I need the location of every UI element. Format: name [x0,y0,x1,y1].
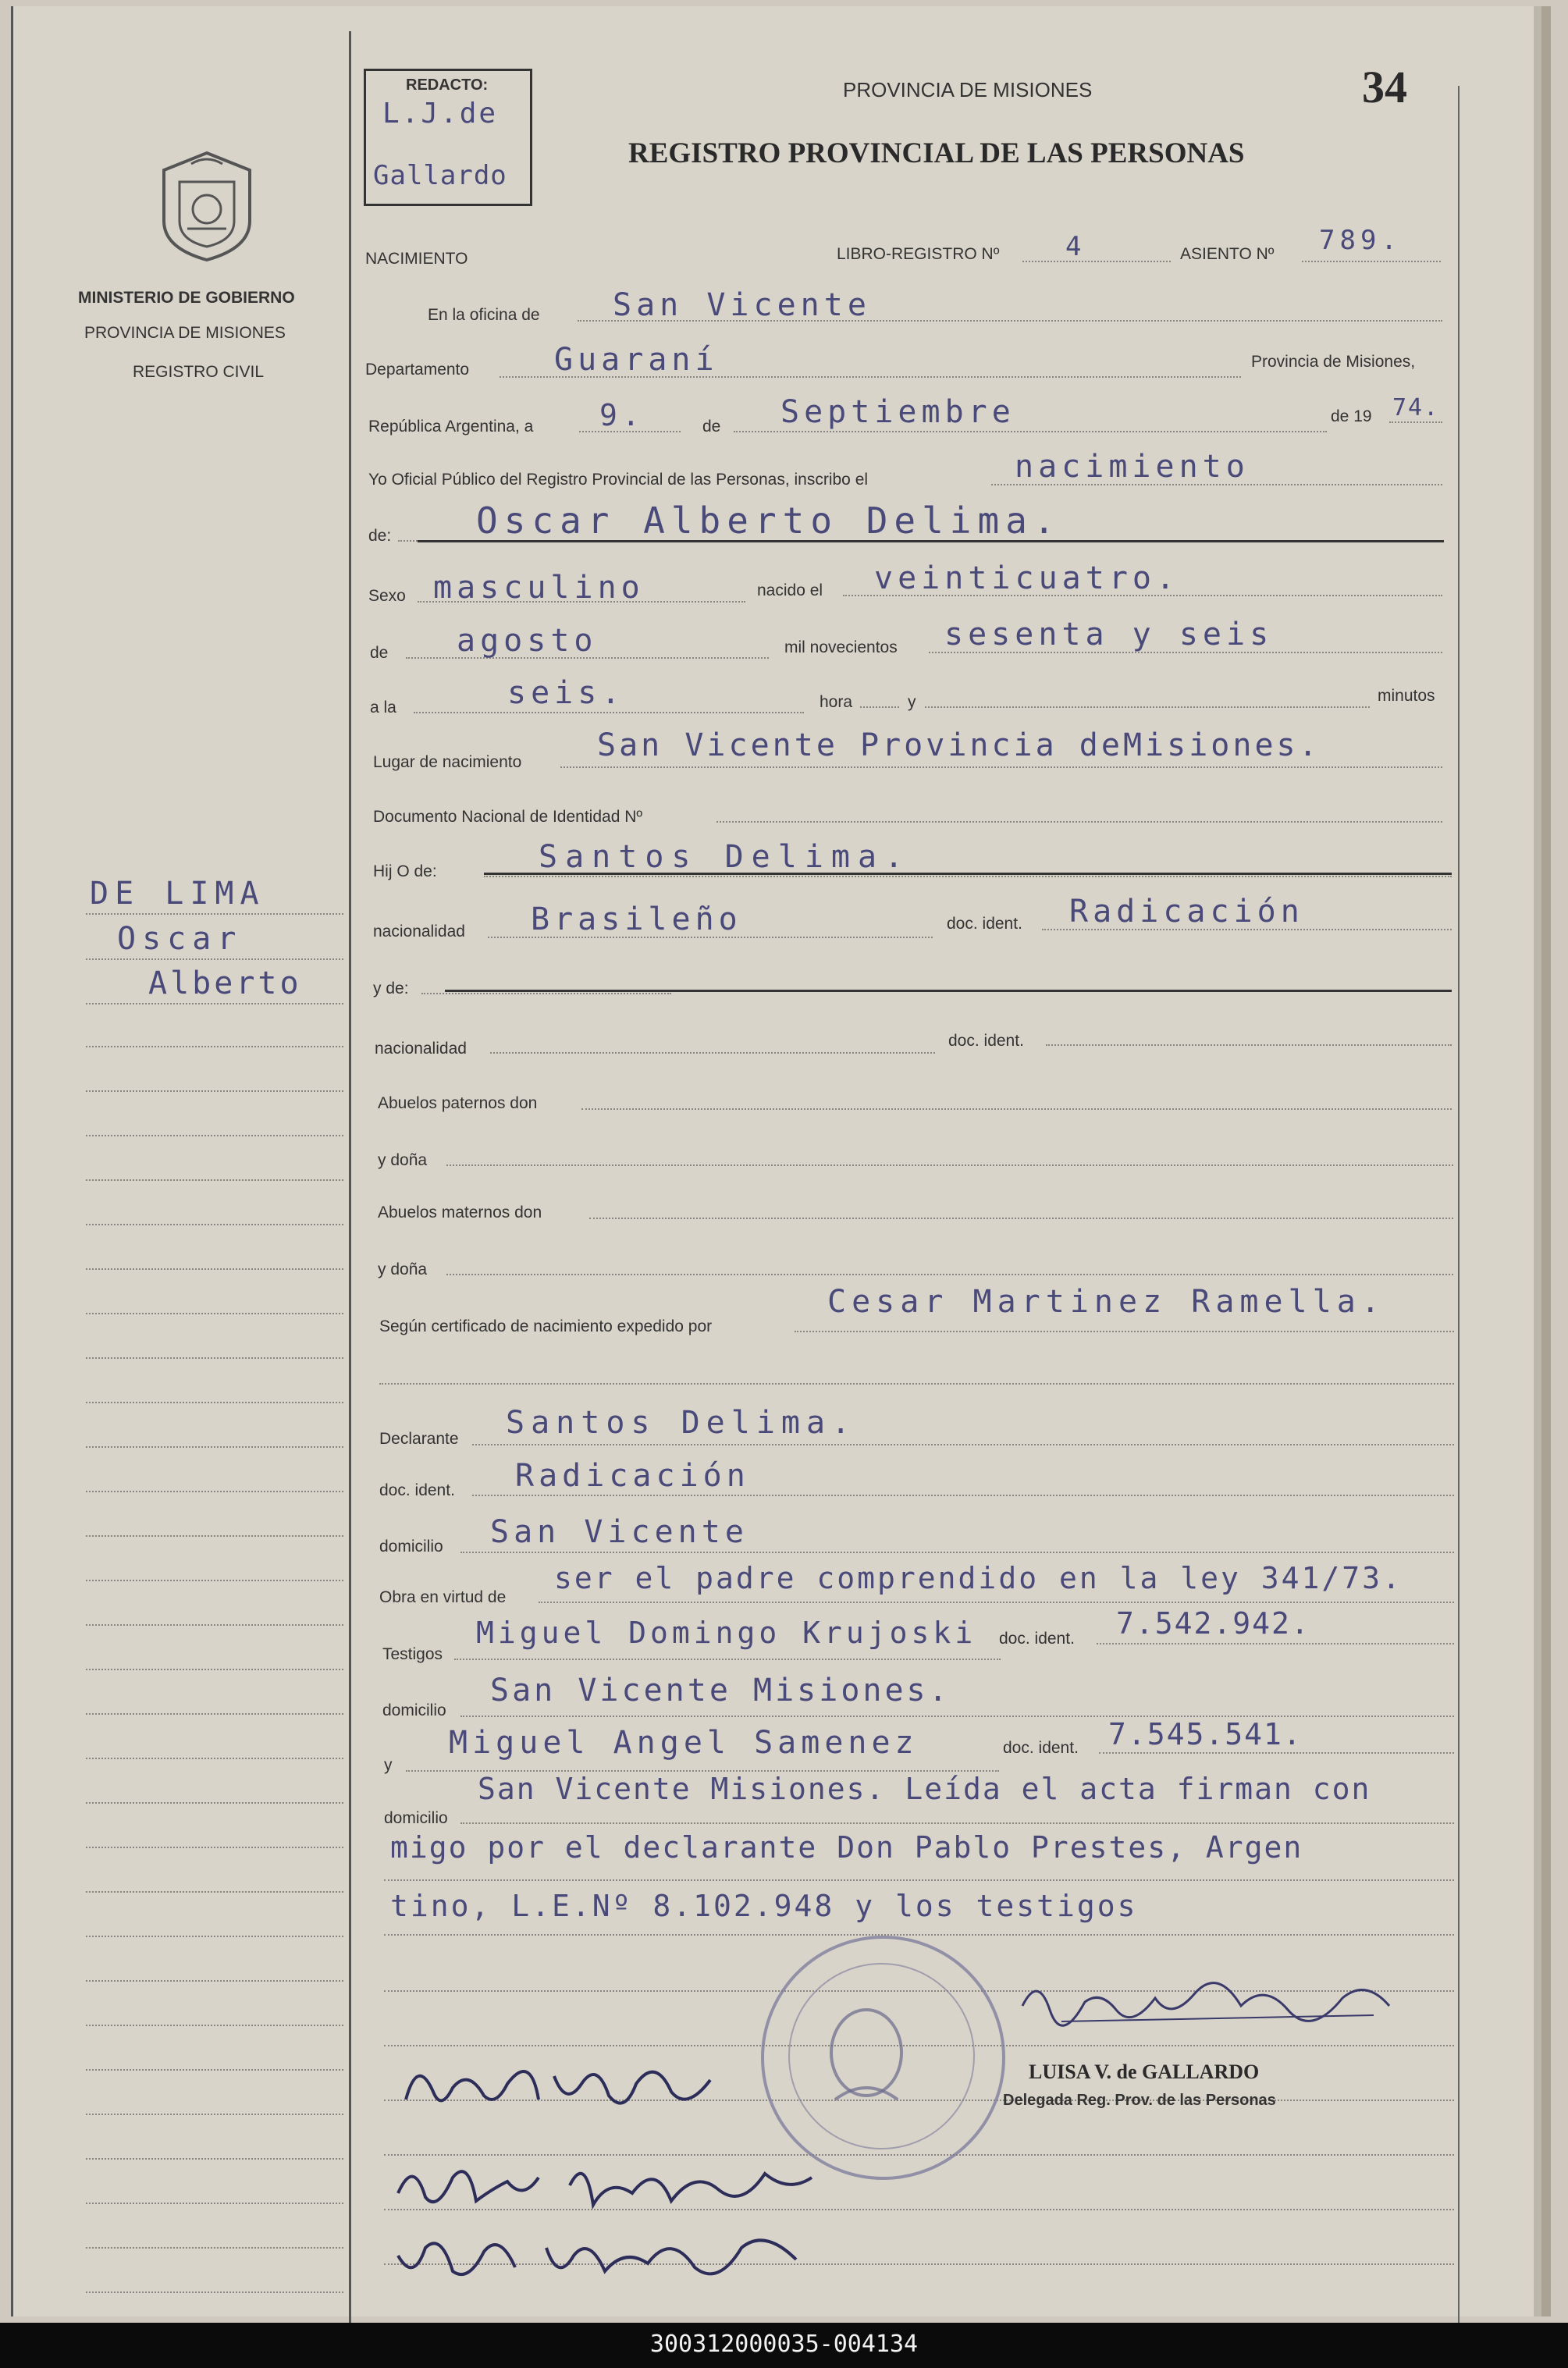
redacto-surname: Gallardo [373,160,507,191]
de2-label: de: [368,527,392,545]
margin-ruled-line [86,1669,343,1670]
margin-ruled-line [86,1179,343,1181]
margin-rule [349,31,351,2341]
nac2-label: nacionalidad [375,1040,467,1058]
docident5-label: doc. ident. [1003,1739,1079,1757]
lugar-value: San Vicente Provincia deMisiones. [597,727,1321,763]
margin-ruled-line [86,1891,343,1893]
name-underline [418,540,1444,542]
nacimiento-label: NACIMIENTO [365,250,468,268]
continuation-line-1: migo por el declarante Don Pablo Prestes, Argen [390,1830,1303,1865]
abuelos-p-label: Abuelos paternos don [378,1094,538,1112]
anio-label: de 19 [1331,407,1372,425]
docident2-label: doc. ident. [948,1032,1024,1050]
domicilio3-label: domicilio [384,1809,448,1827]
margin-ruled-line [86,1313,343,1314]
margin-ruled-line [86,2025,343,2026]
header-registry: REGISTRO PROVINCIAL DE LAS PERSONAS [628,137,1245,169]
certificado-value: Cesar Martinez Ramella. [827,1284,1385,1320]
departamento-label: Departamento [365,361,470,379]
margin-ruled-line [86,1446,343,1448]
declarante-label: Declarante [379,1430,459,1448]
nac1-value: Brasileño [531,901,742,937]
de-label: de [702,418,721,436]
domicilio3-value: San Vicente Misiones. Leída el acta firman con [478,1772,1371,1806]
hijo-label: Hij O de: [373,862,437,880]
document-id: 300312000035-004134 [649,2331,919,2358]
margin-ruled-line [86,1090,343,1092]
margin-ruled-line [86,1758,343,1759]
nombre-value: Oscar Alberto Delima. [476,500,1061,542]
page-number: 34 [1362,62,1407,112]
margin-ruled-line [86,2292,343,2293]
province-label: PROVINCIA DE MISIONES [84,324,286,342]
margin-surname: DE LIMA [90,876,265,912]
margin-ruled-line [86,1802,343,1804]
docident1-value: Radicación [1069,894,1304,930]
witness1-signature [390,2146,827,2224]
testigo2-value: Miguel Angel Samenez [449,1725,919,1761]
margin-ruled-line [86,2069,343,2071]
sexo-value: masculino [433,570,645,606]
nac1-label: nacionalidad [373,923,465,940]
ala-label: a la [370,699,396,716]
yde-label: y de: [373,980,409,997]
lugar-label: Lugar de nacimiento [373,753,522,771]
continuation-line-2: tino, L.E.Nº 8.102.948 y los testigos [390,1889,1138,1923]
header-province: PROVINCIA DE MISIONES [843,78,1093,101]
republica-label: República Argentina, a [368,418,534,436]
stamp-portrait-icon [812,1998,921,2123]
departamento-value: Guaraní [554,342,719,378]
margin-ruled-line [86,1046,343,1047]
oficina-value: San Vicente [613,287,871,323]
sexo-label: Sexo [368,587,406,605]
oficial-value: nacimiento [1015,449,1250,485]
official-signature [1015,1967,1405,2037]
margin-ruled-line [86,1713,343,1715]
minutos-label: minutos [1378,687,1435,705]
de3-label: de [370,644,389,662]
redacto-label: REDACTO: [406,76,489,94]
ministry-label: MINISTERIO DE GOBIERNO [78,289,295,307]
margin-ruled-line [86,2158,343,2160]
margin-ruled-line [86,1580,343,1581]
oficina-label: En la oficina de [428,306,540,324]
testigo2-doc: 7.545.541. [1108,1717,1303,1751]
margin-ruled-line [86,1624,343,1626]
margin-ruled-line [86,1357,343,1359]
margin-ruled-line [86,1491,343,1492]
ydona1-label: y doña [378,1151,428,1169]
margin-ruled-line [86,1224,343,1225]
margin-ruled-line [86,1268,343,1270]
margin-second-name: Alberto [148,965,302,1001]
official-name: LUISA V. de GALLARDO [1029,2060,1260,2083]
margin-first-name: Oscar [117,921,243,957]
asiento-value: 789. [1319,225,1402,256]
mes-value: Septiembre [780,394,1015,430]
margin-ruled-line [86,1980,343,1982]
domicilio1-value: San Vicente [490,1514,748,1550]
dia-value: 9. [599,398,645,432]
y2-label: y [384,1756,393,1774]
nacido-value: veinticuatro. [874,560,1180,596]
redacto-initials: L.J.de [382,98,499,130]
declarante-value: Santos Delima. [506,1405,857,1441]
certificado-label: Según certificado de nacimiento expedido por [379,1317,713,1335]
abuelos-m-label: Abuelos maternos don [378,1204,542,1221]
hora-label: hora [820,693,853,711]
margin-ruled-line [86,2203,343,2204]
margin-ruled-line [86,1847,343,1848]
margin-ruled-line [86,1535,343,1537]
anio-value: 74. [1392,394,1440,421]
obra-value: ser el padre comprendido en la ley 341/73. [554,1561,1403,1595]
padre-underline [484,873,1452,875]
docident4-label: doc. ident. [999,1630,1075,1648]
oficial-label: Yo Oficial Público del Registro Provincial de las Personas, inscribo el [368,471,869,489]
mil-label: mil novecientos [784,638,898,656]
registry-label: REGISTRO CIVIL [133,363,265,381]
margin-ruled-line [86,1135,343,1136]
margin-ruled-line [86,1402,343,1403]
libro-value: 4 [1065,231,1086,262]
testigo1-doc: 7.542.942. [1116,1606,1310,1641]
docident-label: doc. ident. [947,915,1022,933]
witness2-signature [390,2217,827,2295]
anio2-value: sesenta y seis [944,617,1274,652]
testigo1-value: Miguel Domingo Krujoski [476,1616,977,1650]
domicilio2-label: domicilio [382,1701,446,1719]
coat-of-arms-icon [148,147,265,264]
docident3-label: doc. ident. [379,1481,455,1499]
docident3-value: Radicación [515,1458,750,1494]
declarant-signature [398,2045,726,2131]
margin-ruled-line [86,2247,343,2249]
domicilio2-value: San Vicente Misiones. [490,1673,951,1708]
asiento-label: ASIENTO Nº [1180,245,1275,263]
ydona2-label: y doña [378,1260,428,1278]
mes2-value: agosto [457,623,598,659]
madre-underline [445,990,1452,992]
margin-ruled-line [86,1936,343,1937]
official-title: Delegada Reg. Prov. de las Personas [1003,2092,1276,2109]
right-margin-rule [1458,86,1460,2334]
domicilio1-label: domicilio [379,1538,443,1556]
documento-label: Documento Nacional de Identidad Nº [373,808,643,826]
y-label: y [908,693,916,711]
obra-label: Obra en virtud de [379,1588,507,1606]
libro-label: LIBRO-REGISTRO Nº [837,245,1000,263]
hora-value: seis. [507,675,625,711]
nacido-label: nacido el [757,581,823,599]
testigos-label: Testigos [382,1645,443,1663]
padre-value: Santos Delima. [539,839,912,875]
provincia-suffix: Provincia de Misiones, [1251,353,1416,371]
margin-ruled-line [86,2114,343,2115]
